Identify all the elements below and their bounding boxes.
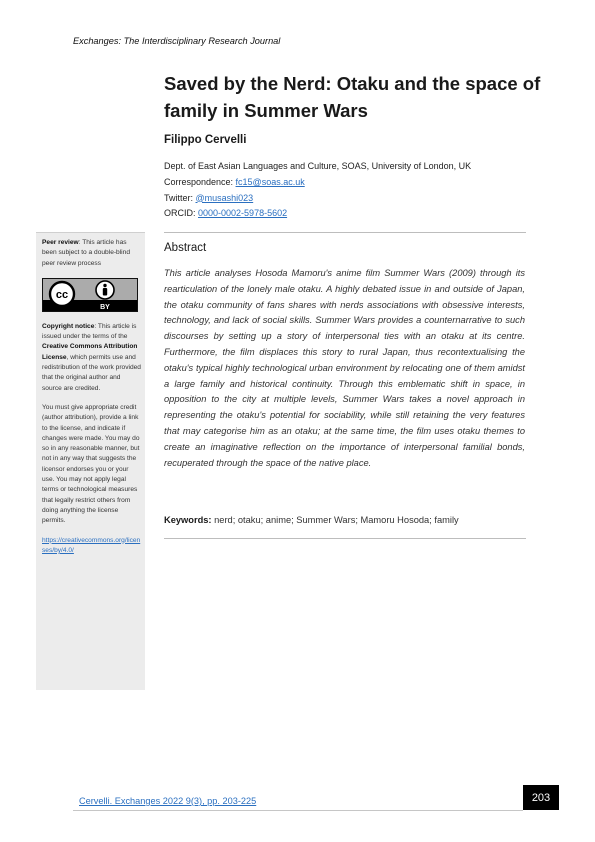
cc-by-label: BY: [100, 303, 110, 311]
cc-by-badge[interactable]: [42, 278, 138, 312]
twitter-line: [164, 191, 524, 207]
orcid-line: [164, 206, 524, 222]
license-terms: You must give appropriate credit (author attribution), provide a link to the license, and indicate if changes were made. You may do so in any reasonable manner, but not in any way that suggests the licensor endorses you or your use. You may not apply legal terms or technological measures that legally restrict others from doing anything the license permits.: [42, 403, 140, 525]
footer-citation-link[interactable]: Cervelli. Exchanges 2022 9(3), pp. 203-225: [79, 796, 257, 806]
license-url-link[interactable]: https://creativecommons.org/licenses/by/4.0/: [42, 536, 141, 554]
abstract-heading: Abstract: [164, 242, 207, 254]
license-name: Creative Commons Attribution License: [42, 343, 138, 361]
abstract-top-rule: [164, 232, 526, 233]
correspondence-email-link[interactable]: fc15@soas.ac.uk: [235, 176, 305, 187]
twitter-link[interactable]: @musashi023: [195, 192, 254, 203]
footer-rule: [73, 810, 523, 811]
orcid-link[interactable]: 0000-0002-5978-5602: [198, 208, 288, 219]
author-meta: [164, 159, 524, 222]
copyright-text-post: , which permits use and redistribution of the work provided that the original author and source are credited.: [42, 353, 141, 392]
abstract-bottom-rule: [164, 538, 526, 539]
copyright-notice: [42, 322, 141, 394]
sidebar-license-box: [36, 232, 145, 690]
svg-text:cc: cc: [55, 288, 69, 301]
keywords-list: nerd; otaku; anime; Summer Wars; Mamoru Hosoda; family: [211, 515, 459, 525]
orcid-label: ORCID:: [164, 208, 199, 219]
author-name: Filippo Cervelli: [164, 134, 247, 146]
correspondence-line: [164, 175, 524, 191]
cc-logo-icon: [43, 279, 137, 311]
journal-header: Exchanges: The Interdisciplinary Research Journal: [73, 36, 281, 46]
peer-review-text: : This article has been subject to a double-blind peer review process: [42, 239, 130, 267]
correspondence-label: Correspondence:: [164, 176, 236, 187]
copyright-text-pre: : This article is issued under the terms of the: [42, 322, 137, 341]
keywords-label: Keywords:: [164, 515, 212, 525]
affiliation: Dept. of East Asian Languages and Culture, SOAS, University of London, UK: [164, 161, 472, 171]
article-title: Saved by the Nerd: Otaku and the space of family in Summer Wars: [164, 73, 541, 121]
keywords: [164, 513, 525, 528]
abstract-text: This article analyses Hosoda Mamoru's anime film Summer Wars (2009) through its rearticulation of the lonely male otaku. A highly debated issue in and outside of Japan, the otaku community of fans shares with nerds associations with obsessive interests, technology, and lack of social skills. Summer Wars provides a counternarrative to such discourses by setting up a story of interpersonal ties with an otaku at its centre. Furthermore, the film displaces this story to rural Japan, thus recontextualising the otaku's typical highly technological urban environment by relocating one of them amidst a large family and historical continuity. Through this emblematic shift in space, in opposition to the city at multiple levels, Summer Wars takes a novel approach in representing the otaku's potential for sociability, while still retaining the very features that may categorise him as an otaku; at the same time, the film uses otaku themes to create an imaginative reflection on the importance of interpersonal familial bonds, recuperated through the space of the native place.: [164, 268, 525, 468]
copyright-label: Copyright notice: [42, 322, 95, 330]
peer-review-label: Peer review: [42, 239, 79, 246]
peer-review-note: [42, 238, 141, 269]
page-number: 203: [523, 785, 559, 810]
twitter-label: Twitter:: [164, 192, 196, 203]
